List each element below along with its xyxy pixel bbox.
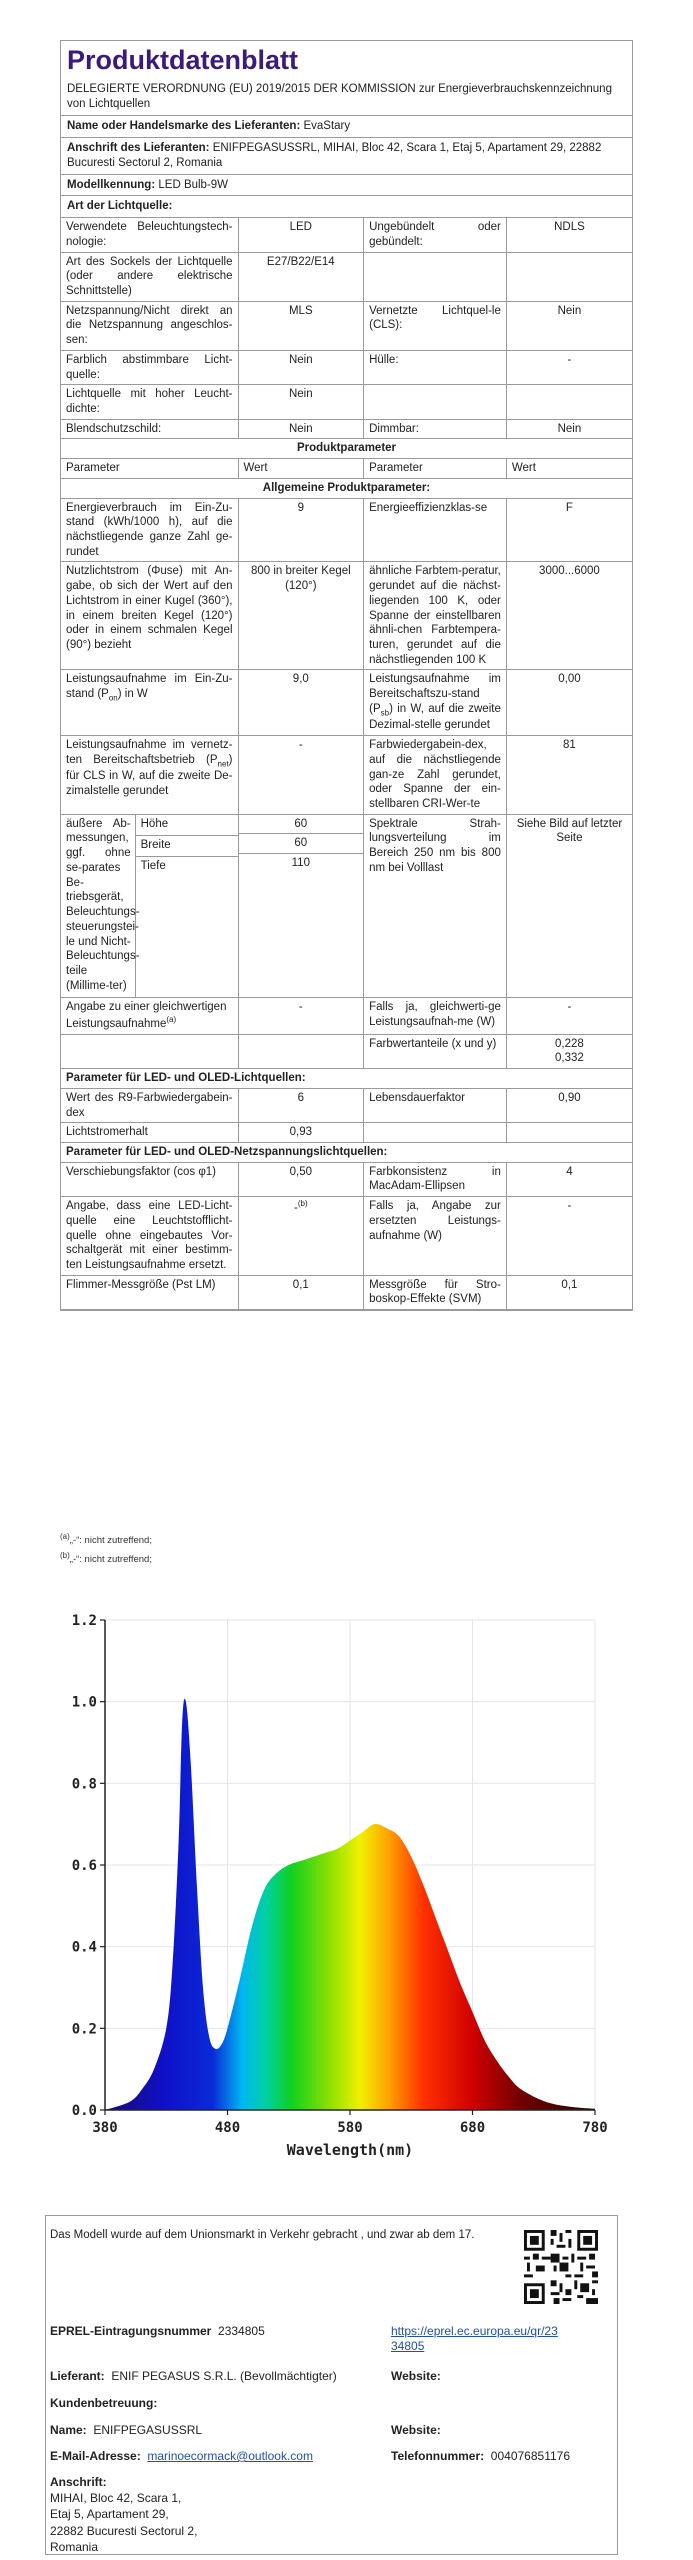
led-heading-row (61, 1069, 632, 1089)
param-label: Falls ja, Angabe zur ersetzten Leistungs-aufnahme (W) (364, 1197, 507, 1276)
depth-label: Tiefe (140, 860, 166, 873)
footer-section (45, 2215, 618, 2555)
telefon-value: 004076851176 (490, 2449, 570, 2463)
param-label (364, 670, 507, 736)
y-tick-label: 0.8 (71, 1776, 97, 1793)
supplier-label: Name oder Handelsmarke des Lieferanten: (67, 120, 301, 133)
column-header: Wert (506, 459, 632, 479)
param-value: 4 (506, 1162, 632, 1196)
y-tick-label: 1.0 (71, 1694, 97, 1711)
lieferant-label: Lieferant: (50, 2369, 105, 2383)
anschrift (50, 2474, 197, 2555)
kunden-name (50, 2423, 202, 2438)
column-header: Wert (238, 459, 364, 479)
params-columns-row (61, 459, 632, 479)
telefon (391, 2449, 570, 2464)
type-label: Dimmbar: (364, 419, 507, 439)
param-row (61, 1162, 632, 1196)
footnote-ref: (b) (297, 1199, 308, 1209)
product-data-sheet (60, 40, 633, 1311)
type-label: Netzspannung/Nicht direkt an die Netzspannung angeschlos-sen: (61, 301, 238, 350)
anschrift-line: 22882 Bucuresti Sectorul 2, (50, 2523, 198, 2538)
param-label: Lichtstromerhalt (61, 1123, 238, 1143)
params-heading-row (61, 439, 632, 459)
general-heading: Allgemeine Produktparameter: (61, 478, 632, 498)
param-row (61, 1088, 632, 1122)
type-label: Ungebündelt oder gebündelt: (364, 218, 507, 252)
param-value: 800 in breiter Kegel (120°) (238, 562, 364, 670)
params-heading: Produktparameter (61, 439, 632, 459)
eprel-link-line1: https://eprel.ec.europa.eu/qr/23 (391, 2324, 558, 2338)
type-value (506, 385, 632, 419)
type-value: LED (238, 218, 364, 252)
param-value: 0,00 (506, 670, 632, 736)
type-value: Nein (238, 350, 364, 384)
y-tick-label: 0.2 (71, 2021, 97, 2038)
param-row (61, 998, 632, 1034)
param-label: Lebensdauerfaktor (364, 1088, 507, 1122)
x-tick-label: 480 (214, 2120, 241, 2136)
param-row (61, 498, 632, 562)
param-label-sub: sb (380, 708, 390, 718)
param-value (238, 1197, 364, 1276)
dimensions-inner (61, 815, 238, 998)
height-value: 60 (239, 815, 364, 835)
type-row (61, 419, 632, 439)
model-label: Modellkennung: (67, 178, 156, 191)
website-label: Website: (391, 2423, 441, 2437)
param-row (61, 1034, 632, 1068)
param-value: 9,0 (238, 670, 364, 736)
name-value: ENIFPEGASUSSRL (93, 2423, 203, 2437)
type-value: Nein (506, 419, 632, 439)
telefon-label: Telefonnummer: (391, 2449, 485, 2463)
y-tick-label: 0.0 (71, 2103, 97, 2119)
type-row (61, 301, 632, 350)
sheet-header (61, 41, 632, 116)
supplier-value: EvaStary (303, 120, 351, 133)
column-header: Parameter (364, 459, 507, 479)
y-tick-label: 0.6 (71, 1858, 97, 1874)
type-value: E27/B22/E14 (238, 252, 364, 301)
type-label: Verwendete Beleuchtungstech-nologie: (61, 218, 238, 252)
param-label-text: Leistungsaufnahme im vernetz-ten Bereitschaftsbetrieb (P (66, 739, 233, 766)
spectral-distribution-chart (50, 1600, 630, 2160)
param-label: Farbwertanteile (x und y) (364, 1034, 507, 1068)
type-label: Farblich abstimmbare Licht-quelle: (61, 350, 238, 384)
param-label (61, 670, 238, 736)
lieferant-value: ENIF PEGASUS S.R.L. (Bevollmächtigter) (111, 2369, 337, 2383)
supplier-row (61, 116, 632, 138)
width-label: Breite (135, 835, 237, 856)
param-label: Farbkonsistenz in MacAdam-Ellipsen (364, 1162, 507, 1196)
footnote-mark: (b) (60, 1551, 70, 1561)
led-heading: Parameter für LED- und OLED-Lichtquellen: (61, 1069, 632, 1089)
lieferant (50, 2369, 337, 2384)
param-value: - (238, 998, 364, 1034)
param-value: 0,90 (506, 1088, 632, 1122)
type-label (364, 385, 507, 419)
param-label-text: ) für CLS in W, auf die zweite De-zimalstelle gerundet (66, 753, 233, 798)
type-row (61, 252, 632, 301)
param-row (61, 562, 632, 670)
param-row (61, 1197, 632, 1276)
param-label-sub: net (217, 759, 229, 769)
param-label: Wert des R9-Farbwiedergabein-dex (61, 1088, 238, 1122)
type-row (61, 350, 632, 384)
type-label: Lichtquelle mit hoher Leucht-dichte: (61, 385, 238, 419)
mls-heading: Parameter für LED- und OLED-Netzspannungslichtquellen: (61, 1142, 632, 1162)
x-tick-label: 580 (337, 2120, 363, 2136)
type-table (61, 218, 632, 1310)
param-value: - (506, 998, 632, 1034)
website-2 (391, 2423, 441, 2438)
param-label: Nutzlichtstrom (Φuse) mit An-gabe, ob sich der Wert auf den Lichtstrom in einer Kugel (360°), in einem breiten Kegel (120°) oder in einem schmalen Kegel (90°) bezieht (61, 562, 238, 670)
param-value: 9 (238, 498, 364, 562)
address-row (61, 138, 632, 174)
param-label: Angabe, dass eine LED-Licht-quelle eine Leuchtstofflicht-quelle ohne eingebautes Vor-schaltgerät mit einer bestimm-ten Leistungsaufnahme ersetzt. (61, 1197, 238, 1276)
footnote-a (60, 1532, 152, 1547)
param-row (61, 1275, 632, 1309)
param-label: Flimmer-Messgröße (Pst LM) (61, 1275, 238, 1309)
param-label-text: Leistungsaufnahme im Ein-Zu-stand (P (66, 673, 233, 701)
address-value: ENIFPEGASUSSRL, MIHAI, Bloc 42, Scara 1, Etaj 5, Apartament 29, 22882 Bucuresti Sectorul 2, Romania (67, 142, 602, 169)
type-label: Hülle: (364, 350, 507, 384)
type-value (506, 252, 632, 301)
website-1 (391, 2369, 441, 2384)
param-value: 0,1 (506, 1275, 632, 1309)
type-value: Nein (506, 301, 632, 350)
footnote-b (60, 1551, 152, 1566)
param-label-text: Angabe zu einer gleichwertigen Leistungsaufnahme (66, 1001, 227, 1030)
eprel-link-line2: 34805 (391, 2339, 425, 2354)
type-label: Vernetzte Lichtquel-le (CLS): (364, 301, 507, 350)
param-value: 81 (506, 736, 632, 815)
param-label (61, 736, 238, 815)
eprel-link[interactable] (391, 2324, 591, 2355)
market-text: Das Modell wurde auf dem Unionsmarkt in Verkehr gebracht , und zwar ab dem 17. (50, 2229, 475, 2241)
type-value: - (506, 350, 632, 384)
param-label: Verschiebungsfaktor (cos φ1) (61, 1162, 238, 1196)
param-label: Farbwiedergabein-dex, auf die nächstliegende gan-ze Zahl gerundet, oder Spanne der ein-stellbaren CRI-Wer-te (364, 736, 507, 815)
eprel-value: 2334805 (218, 2324, 265, 2338)
param-label-text: ) in W, auf die zweite Dezimal-stelle gerundet (369, 702, 501, 732)
qr-code-icon[interactable] (524, 2230, 598, 2304)
param-label-text: Leistungsaufnahme im Bereitschaftszu-stand (P (369, 673, 501, 715)
footnote-text: „-“: nicht zutreffend; (69, 1535, 152, 1547)
kundenbetreuung (50, 2396, 157, 2411)
param-value (506, 1034, 632, 1068)
x-tick-label: 680 (459, 2120, 486, 2136)
anschrift-line: MIHAI, Bloc 42, Scara 1, (50, 2491, 182, 2506)
type-value: NDLS (506, 218, 632, 252)
eprel-number (50, 2324, 265, 2339)
general-heading-row (61, 478, 632, 498)
column-header: Parameter (61, 459, 238, 479)
param-label: Messgröße für Stro-boskop-Effekte (SVM) (364, 1275, 507, 1309)
chromaticity-y: 0,332 (555, 1052, 584, 1065)
model-value: LED Bulb-9W (158, 178, 229, 191)
param-label-text: ) in W (117, 688, 148, 701)
eprel-label: EPREL-Eintragungsnummer (50, 2324, 212, 2338)
mls-heading-row (61, 1142, 632, 1162)
dimensions-values (238, 814, 364, 998)
param-label: Spektrale Strah-lungsverteilung im Bereich 250 nm bis 800 nm bei Volllast (364, 814, 507, 998)
param-label: Energieeffizienzklas-se (364, 498, 507, 562)
sheet-title: Produktdatenblatt (67, 45, 299, 75)
y-tick-label: 0.4 (71, 1939, 97, 1956)
param-value-text: - (293, 1201, 298, 1214)
param-value: F (506, 498, 632, 562)
address-label: Anschrift des Lieferanten: (67, 142, 210, 155)
footnotes (60, 1532, 152, 1571)
model-row (61, 175, 632, 197)
type-value: MLS (238, 301, 364, 350)
email-label: E-Mail-Adresse: (50, 2449, 141, 2463)
type-heading: Art der Lichtquelle: (61, 196, 632, 218)
param-row (61, 670, 632, 736)
width-value: 60 (239, 834, 364, 854)
type-row (61, 385, 632, 419)
website-label: Website: (391, 2369, 441, 2383)
param-row (61, 1123, 632, 1143)
param-value: - (238, 736, 364, 815)
height-label: Höhe (135, 815, 237, 836)
param-value: 6 (238, 1088, 364, 1122)
param-label: ähnliche Farbtem-peratur, gerundet auf die nächst-liegenden 100 K, oder Spanne der einstellbaren ähnli-chen Farbtempera-turen, gerundet auf die nächstliegenden 100 K (364, 562, 507, 670)
type-label (364, 252, 507, 301)
footnote-text: „-“: nicht zutreffend; (69, 1554, 152, 1566)
x-tick-label: 380 (92, 2120, 118, 2136)
anschrift-label: Anschrift: (50, 2475, 107, 2489)
name-label: Name: (50, 2423, 87, 2437)
param-value: Siehe Bild auf letzter Seite (506, 814, 632, 998)
x-tick-label: 780 (582, 2120, 608, 2136)
kundenbetreuung-label: Kundenbetreuung: (50, 2396, 158, 2410)
sheet-subtitle: DELEGIERTE VERORDNUNG (EU) 2019/2015 DER KOMMISSION zur Energieverbrauchskennzeichnung von Lichtquellen (67, 83, 612, 110)
anschrift-line: Etaj 5, Apartament 29, (50, 2507, 169, 2522)
chromaticity-x: 0,228 (555, 1037, 584, 1050)
param-value: - (506, 1197, 632, 1276)
dimensions-label: äußere Ab-messungen, ggf. ohne se-parates Be-triebsgerät, Beleuchtungs-steuerungstei-le und Nicht-Beleuchtungs-teile (Millime-ter) (61, 815, 135, 998)
email (50, 2449, 313, 2464)
type-label: Blendschutzschild: (61, 419, 238, 439)
param-label: Falls ja, gleichwerti-ge Leistungsaufnah-me (W) (364, 998, 507, 1034)
type-value: Nein (238, 385, 364, 419)
depth-value: 110 (291, 857, 310, 870)
param-value: 0,93 (238, 1123, 364, 1143)
dimensions-row (61, 814, 632, 998)
type-row (61, 218, 632, 252)
param-value: 0,50 (238, 1162, 364, 1196)
email-link[interactable]: marinoecormack@outlook.com (147, 2449, 313, 2463)
footnote-mark: (a) (60, 1532, 70, 1541)
type-label: Art des Sockels der Lichtquelle (oder andere elektrische Schnittstelle) (61, 252, 238, 301)
param-value: 0,1 (238, 1275, 364, 1309)
param-label: Energieverbrauch im Ein-Zu-stand (kWh/1000 h), auf die nächstliegende ganze Zahl ge-rundet (61, 498, 238, 562)
x-axis-label: Wavelength(nm) (286, 2141, 414, 2159)
dimensions-cell (61, 814, 238, 998)
type-value: Nein (238, 419, 364, 439)
y-tick-label: 1.2 (71, 1613, 97, 1629)
param-row (61, 736, 632, 815)
param-label-sub: on (108, 693, 118, 703)
anschrift-line: Romania (50, 2539, 99, 2554)
param-value: 3000...6000 (506, 562, 632, 670)
param-label (61, 998, 238, 1034)
footnote-ref: (a) (166, 1015, 177, 1025)
